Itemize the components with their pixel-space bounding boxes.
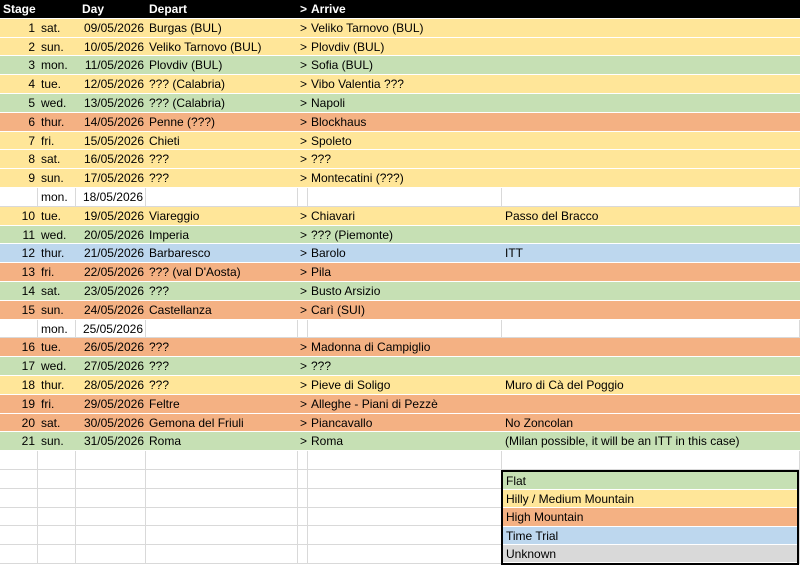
depart-city: Viareggio bbox=[149, 208, 200, 223]
empty-cell bbox=[38, 545, 76, 563]
separator: > bbox=[300, 171, 308, 186]
date: 27/05/2026 bbox=[83, 359, 144, 374]
depart-city: ??? (Calabria) bbox=[149, 77, 226, 92]
header-depart: Depart bbox=[149, 2, 188, 16]
separator: > bbox=[300, 434, 308, 449]
empty-cell bbox=[38, 489, 76, 507]
date: 29/05/2026 bbox=[83, 396, 144, 411]
empty-cell bbox=[298, 470, 308, 488]
stage-number: 8 bbox=[28, 152, 35, 167]
date: 23/05/2026 bbox=[83, 283, 144, 298]
stage-note bbox=[502, 357, 800, 375]
stage-number bbox=[0, 188, 38, 206]
weekday: sat. bbox=[41, 20, 61, 35]
weekday: mon. bbox=[41, 58, 68, 73]
weekday: thur. bbox=[41, 377, 65, 392]
stage-number: 1 bbox=[28, 20, 35, 35]
depart-city: ??? (Calabria) bbox=[149, 95, 226, 110]
depart-city bbox=[146, 320, 298, 338]
date: 18/05/2026 bbox=[76, 188, 146, 206]
empty-cell bbox=[76, 451, 146, 469]
separator: > bbox=[300, 246, 308, 261]
table-row bbox=[0, 414, 800, 433]
empty-cell bbox=[146, 451, 298, 469]
empty-cell bbox=[76, 470, 146, 488]
separator: > bbox=[300, 114, 308, 129]
depart-city bbox=[146, 188, 298, 206]
empty-cell bbox=[146, 470, 298, 488]
weekday: tue. bbox=[41, 340, 62, 355]
arrive-city bbox=[308, 188, 502, 206]
empty-cell bbox=[298, 526, 308, 544]
separator: > bbox=[300, 227, 308, 242]
stage-note bbox=[502, 150, 800, 168]
empty-cell bbox=[0, 526, 38, 544]
legend-item-hilly: Hilly / Medium Mountain bbox=[503, 490, 797, 508]
empty-cell bbox=[76, 526, 146, 544]
legend bbox=[501, 470, 799, 565]
weekday: sun. bbox=[41, 39, 64, 54]
stage-number: 4 bbox=[28, 77, 35, 92]
legend-item-flat: Flat bbox=[503, 472, 797, 490]
weekday: tue. bbox=[41, 208, 62, 223]
arrive-city: Busto Arsizio bbox=[311, 283, 381, 298]
arrive-city: Alleghe - Piani di Pezzè bbox=[311, 396, 438, 411]
arrive-city bbox=[308, 320, 502, 338]
table-row bbox=[0, 338, 800, 357]
header-stage: Stage bbox=[3, 2, 36, 16]
empty-cell bbox=[502, 451, 800, 469]
arrive-city: Madonna di Campiglio bbox=[311, 340, 431, 355]
stage-number: 10 bbox=[21, 208, 35, 223]
stage-note bbox=[502, 301, 800, 319]
arrive-city: ??? bbox=[311, 152, 332, 167]
depart-city: Burgas (BUL) bbox=[149, 20, 222, 35]
separator: > bbox=[300, 58, 308, 73]
arrive-city: Piancavallo bbox=[311, 415, 373, 430]
depart-city: ??? bbox=[149, 340, 170, 355]
arrive-city: Plovdiv (BUL) bbox=[311, 39, 385, 54]
date: 30/05/2026 bbox=[83, 415, 144, 430]
arrive-city: Montecatini (???) bbox=[311, 171, 404, 186]
separator: > bbox=[300, 283, 308, 298]
arrive-city: Carì (SUI) bbox=[311, 302, 365, 317]
date: 17/05/2026 bbox=[83, 171, 144, 186]
stage-number: 16 bbox=[21, 340, 35, 355]
depart-city: Imperia bbox=[149, 227, 190, 242]
stage-note bbox=[502, 282, 800, 300]
empty-cell bbox=[38, 470, 76, 488]
arrive-city: Barolo bbox=[311, 246, 346, 261]
table-row bbox=[0, 244, 800, 263]
stage-number: 9 bbox=[28, 171, 35, 186]
arrive-city: Napoli bbox=[311, 95, 346, 110]
empty-cell bbox=[298, 545, 308, 563]
arrive-city: Sofia (BUL) bbox=[311, 58, 374, 73]
empty-cell bbox=[146, 545, 298, 563]
weekday: sat. bbox=[41, 415, 61, 430]
empty-cell bbox=[0, 545, 38, 563]
table-row bbox=[0, 226, 800, 245]
separator: > bbox=[300, 133, 308, 148]
empty-cell bbox=[308, 470, 502, 488]
depart-city: Plovdiv (BUL) bbox=[149, 58, 223, 73]
depart-city: Penne (???) bbox=[149, 114, 216, 129]
table-row bbox=[0, 94, 800, 113]
weekday: thur. bbox=[41, 246, 65, 261]
empty-cell bbox=[76, 489, 146, 507]
stage-number: 2 bbox=[28, 39, 35, 54]
weekday: fri. bbox=[41, 396, 55, 411]
depart-city: Gemona del Friuli bbox=[149, 415, 244, 430]
table-row bbox=[0, 113, 800, 132]
arrive-city: Blockhaus bbox=[311, 114, 367, 129]
date: 09/05/2026 bbox=[83, 20, 144, 35]
depart-city: ??? (val D'Aosta) bbox=[149, 265, 241, 280]
stage-number: 5 bbox=[28, 95, 35, 110]
stage-number: 12 bbox=[21, 246, 35, 261]
weekday: fri. bbox=[41, 133, 55, 148]
arrive-city: Spoleto bbox=[311, 133, 352, 148]
stage-note bbox=[502, 320, 800, 338]
depart-city: ??? bbox=[149, 283, 170, 298]
date: 26/05/2026 bbox=[83, 340, 144, 355]
separator: > bbox=[300, 152, 308, 167]
table-header-row bbox=[0, 0, 800, 19]
arrive-city: Chiavari bbox=[311, 208, 356, 223]
date: 16/05/2026 bbox=[83, 152, 144, 167]
depart-city: ??? bbox=[149, 359, 170, 374]
stage-note: No Zoncolan bbox=[505, 415, 574, 430]
separator: > bbox=[300, 302, 308, 317]
stage-number: 7 bbox=[28, 133, 35, 148]
arrive-city: ??? (Piemonte) bbox=[311, 227, 394, 242]
date: 15/05/2026 bbox=[83, 133, 144, 148]
date: 14/05/2026 bbox=[83, 114, 144, 129]
separator: > bbox=[300, 377, 308, 392]
stage-number: 6 bbox=[28, 114, 35, 129]
empty-cell bbox=[146, 489, 298, 507]
stage-note bbox=[502, 226, 800, 244]
weekday: tue. bbox=[41, 77, 62, 92]
stage-note bbox=[502, 395, 800, 413]
stage-number: 17 bbox=[21, 359, 35, 374]
date: 25/05/2026 bbox=[76, 320, 146, 338]
stage-number: 21 bbox=[21, 434, 35, 449]
stage-number: 18 bbox=[21, 377, 35, 392]
empty-cell bbox=[308, 526, 502, 544]
weekday: fri. bbox=[41, 265, 55, 280]
separator bbox=[298, 188, 308, 206]
empty-cell bbox=[308, 489, 502, 507]
depart-city: Chieti bbox=[149, 133, 180, 148]
weekday: sat. bbox=[41, 152, 61, 167]
empty-cell bbox=[0, 508, 38, 526]
table-row bbox=[0, 38, 800, 57]
stage-note bbox=[502, 75, 800, 93]
weekday: wed. bbox=[41, 359, 67, 374]
depart-city: Veliko Tarnovo (BUL) bbox=[149, 39, 262, 54]
table-row bbox=[0, 376, 800, 395]
separator: > bbox=[300, 415, 308, 430]
stage-number: 15 bbox=[21, 302, 35, 317]
stage-note bbox=[502, 132, 800, 150]
date: 20/05/2026 bbox=[83, 227, 144, 242]
table-row bbox=[0, 207, 800, 226]
empty-cell bbox=[146, 526, 298, 544]
date: 31/05/2026 bbox=[83, 434, 144, 449]
date: 24/05/2026 bbox=[83, 302, 144, 317]
table-row bbox=[0, 132, 800, 151]
separator: > bbox=[300, 20, 308, 35]
arrive-city: Veliko Tarnovo (BUL) bbox=[311, 20, 424, 35]
weekday: wed. bbox=[41, 95, 67, 110]
weekday: mon. bbox=[38, 320, 76, 338]
date: 21/05/2026 bbox=[83, 246, 144, 261]
separator: > bbox=[300, 359, 308, 374]
empty-row bbox=[0, 451, 800, 470]
separator bbox=[298, 320, 308, 338]
stage-number: 3 bbox=[28, 58, 35, 73]
arrive-city: Pieve di Soligo bbox=[311, 377, 391, 392]
stage-note bbox=[502, 56, 800, 74]
header-spacer bbox=[114, 0, 146, 18]
stage-number bbox=[0, 320, 38, 338]
empty-cell bbox=[308, 451, 502, 469]
stage-note: Muro di Cà del Poggio bbox=[505, 377, 624, 392]
header-arrive: Arrive bbox=[311, 2, 346, 16]
stage-note bbox=[502, 113, 800, 131]
table-body bbox=[0, 19, 800, 451]
empty-cell bbox=[0, 470, 38, 488]
date: 10/05/2026 bbox=[83, 39, 144, 54]
arrive-city: Vibo Valentia ??? bbox=[311, 77, 404, 92]
table-row bbox=[0, 301, 800, 320]
empty-cell bbox=[0, 451, 38, 469]
date: 13/05/2026 bbox=[83, 95, 144, 110]
table-row bbox=[0, 56, 800, 75]
rest-day-row bbox=[0, 188, 800, 207]
stage-number: 11 bbox=[22, 227, 35, 242]
empty-cell bbox=[38, 508, 76, 526]
weekday: mon. bbox=[38, 188, 76, 206]
empty-cell bbox=[298, 489, 308, 507]
weekday: thur. bbox=[41, 114, 65, 129]
stage-note bbox=[502, 19, 800, 37]
table-row bbox=[0, 19, 800, 38]
table-row bbox=[0, 150, 800, 169]
weekday: sun. bbox=[41, 302, 64, 317]
legend-item-tt: Time Trial bbox=[503, 527, 797, 545]
arrive-city: Roma bbox=[311, 434, 344, 449]
table-row bbox=[0, 169, 800, 188]
empty-cell bbox=[298, 451, 308, 469]
empty-cell bbox=[38, 526, 76, 544]
legend-item-unknown: Unknown bbox=[503, 545, 797, 563]
table-row bbox=[0, 432, 800, 451]
depart-city: Barbaresco bbox=[149, 246, 211, 261]
header-day: Day bbox=[82, 2, 105, 16]
date: 22/05/2026 bbox=[83, 265, 144, 280]
stage-number: 14 bbox=[21, 283, 35, 298]
table-row bbox=[0, 282, 800, 301]
weekday: sat. bbox=[41, 283, 61, 298]
empty-cell bbox=[38, 451, 76, 469]
stage-note bbox=[502, 94, 800, 112]
separator: > bbox=[300, 39, 308, 54]
header-note bbox=[502, 0, 800, 18]
stage-note bbox=[502, 38, 800, 56]
table-row bbox=[0, 75, 800, 94]
header-sep: > bbox=[300, 2, 308, 16]
stage-number: 13 bbox=[21, 265, 35, 280]
empty-cell bbox=[76, 508, 146, 526]
depart-city: ??? bbox=[149, 171, 170, 186]
arrive-city: Pila bbox=[311, 265, 332, 280]
empty-cell bbox=[308, 545, 502, 563]
stage-note: ITT bbox=[505, 246, 523, 261]
empty-cell bbox=[308, 508, 502, 526]
empty-cell bbox=[298, 508, 308, 526]
stage-note bbox=[502, 263, 800, 281]
stage-note bbox=[502, 169, 800, 187]
table-row bbox=[0, 395, 800, 414]
depart-city: Feltre bbox=[149, 396, 180, 411]
separator: > bbox=[300, 95, 308, 110]
date: 19/05/2026 bbox=[83, 208, 144, 223]
date: 11/05/2026 bbox=[84, 58, 144, 73]
stage-number: 20 bbox=[21, 415, 35, 430]
depart-city: ??? bbox=[149, 377, 170, 392]
stage-number: 19 bbox=[21, 396, 35, 411]
separator: > bbox=[300, 265, 308, 280]
weekday: wed. bbox=[41, 227, 67, 242]
separator: > bbox=[300, 396, 308, 411]
stage-note: (Milan possible, it will be an ITT in this case) bbox=[505, 434, 740, 449]
depart-city: Castellanza bbox=[149, 302, 212, 317]
weekday: sun. bbox=[41, 171, 64, 186]
weekday: sun. bbox=[41, 434, 64, 449]
separator: > bbox=[300, 340, 308, 355]
stage-note bbox=[502, 338, 800, 356]
arrive-city: ??? bbox=[311, 359, 332, 374]
date: 12/05/2026 bbox=[83, 77, 144, 92]
empty-cell bbox=[146, 508, 298, 526]
stage-note: Passo del Bracco bbox=[505, 208, 599, 223]
rest-day-row bbox=[0, 320, 800, 339]
depart-city: Roma bbox=[149, 434, 182, 449]
table-row bbox=[0, 263, 800, 282]
empty-cell bbox=[76, 545, 146, 563]
date: 28/05/2026 bbox=[83, 377, 144, 392]
table-row bbox=[0, 357, 800, 376]
legend-item-high: High Mountain bbox=[503, 508, 797, 526]
separator: > bbox=[300, 77, 308, 92]
separator: > bbox=[300, 208, 308, 223]
stage-note bbox=[502, 188, 800, 206]
empty-cell bbox=[0, 489, 38, 507]
depart-city: ??? bbox=[149, 152, 170, 167]
